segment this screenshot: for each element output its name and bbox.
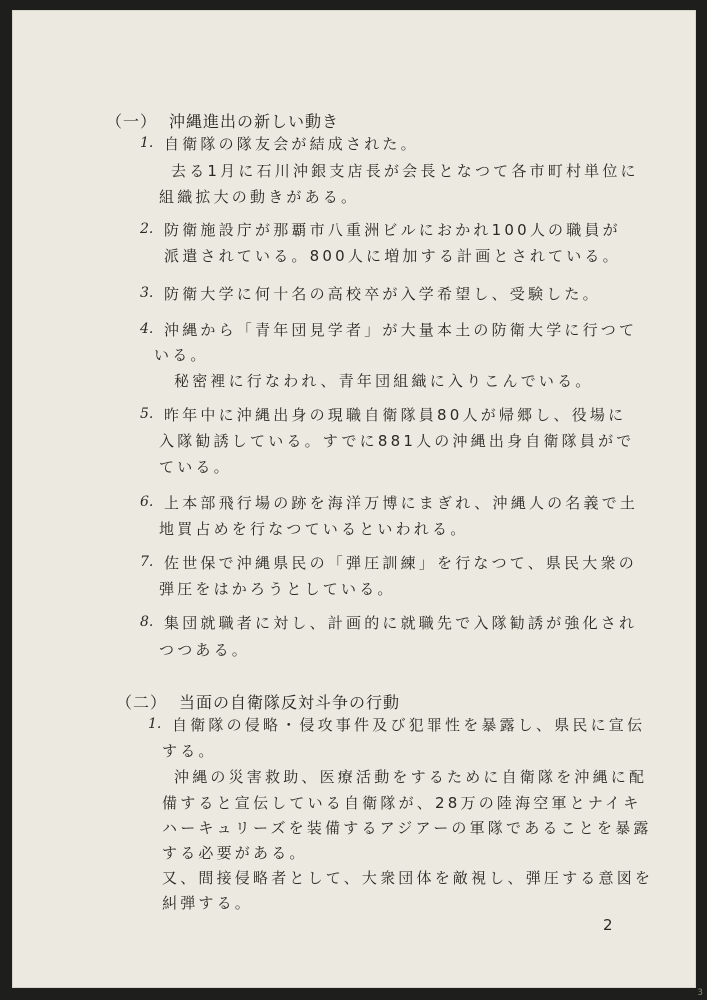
page-number: 2: [603, 916, 613, 934]
item-text: つつある。: [159, 641, 251, 659]
item-text: 糾弾する。: [162, 894, 254, 912]
item-text: 防衛大学に何十名の高校卒が入学希望し、受験した。: [164, 285, 601, 303]
item-text: 上本部飛行場の跡を海洋万博にまぎれ、沖縄人の名義で土: [164, 494, 639, 512]
section-heading-1: [106, 109, 339, 132]
item-text: する必要がある。: [162, 844, 308, 862]
item-number: 6.: [140, 494, 154, 510]
section-title: 当面の自衛隊反対斗争の行動: [179, 693, 401, 712]
item-text: 秘密裡に行なわれ、青年団組織に入りこんでいる。: [174, 372, 594, 390]
item-text: する。: [162, 742, 217, 760]
section-marker: （二）: [116, 693, 168, 712]
item-text: 昨年中に沖縄出身の現職自衛隊員80人が帰郷し、役場に: [164, 406, 627, 424]
item-text: 自衛隊の隊友会が結成された。: [164, 135, 419, 153]
item-text: ている。: [159, 458, 232, 476]
item-number: 3.: [140, 285, 154, 301]
item-text: 派遣されている。800人に増加する計画とされている。: [164, 247, 621, 265]
item-number: 5.: [140, 406, 154, 422]
item-number: 1.: [140, 135, 154, 151]
item-text: 弾圧をはかろうとしている。: [159, 580, 396, 598]
item-text: ハーキュリーズを装備するアジアーの軍隊であることを暴露: [162, 819, 652, 837]
item-number: 7.: [140, 554, 154, 570]
corner-mark: 3: [697, 988, 703, 998]
item-number: 4.: [140, 321, 154, 337]
item-number: 2.: [140, 221, 154, 237]
item-text: 組織拡大の動きがある。: [159, 188, 360, 206]
item-text: 防衛施設庁が那覇市八重洲ビルにおかれ100人の職員が: [164, 221, 621, 239]
item-text: 入隊勧誘している。すでに881人の沖縄出身自衛隊員がで: [159, 432, 635, 450]
section-title: 沖縄進出の新しい動き: [169, 112, 340, 131]
item-number: 1.: [148, 716, 162, 732]
item-text: 去る1月に石川沖銀支店長が会長となつて各市町村単位に: [171, 162, 639, 180]
item-text: 集団就職者に対し、計画的に就職先で入隊勧誘が強化され: [164, 614, 638, 632]
section-heading-2: [116, 690, 400, 713]
item-number: 8.: [140, 614, 154, 630]
item-text: 佐世保で沖縄県民の「弾圧訓練」を行なつて、県民大衆の: [164, 554, 637, 572]
item-text: 自衛隊の侵略・侵攻事件及び犯罪性を暴露し、県民に宣伝: [172, 716, 646, 734]
item-text: 沖縄の災害救助、医療活動をするために自衛隊を沖縄に配: [174, 768, 648, 786]
item-text: いる。: [154, 346, 209, 364]
document-page: [12, 10, 696, 988]
item-text: 沖縄から「青年団見学者」が大量本土の防衛大学に行つて: [164, 321, 638, 339]
section-marker: （一）: [106, 112, 158, 131]
item-text: 地買占めを行なつているといわれる。: [159, 520, 469, 538]
item-text: 又、間接侵略者として、大衆団体を敵視し、弾圧する意図を: [162, 869, 654, 887]
item-text: 備すると宣伝している自衛隊が、28万の陸海空軍とナイキ: [162, 794, 642, 812]
